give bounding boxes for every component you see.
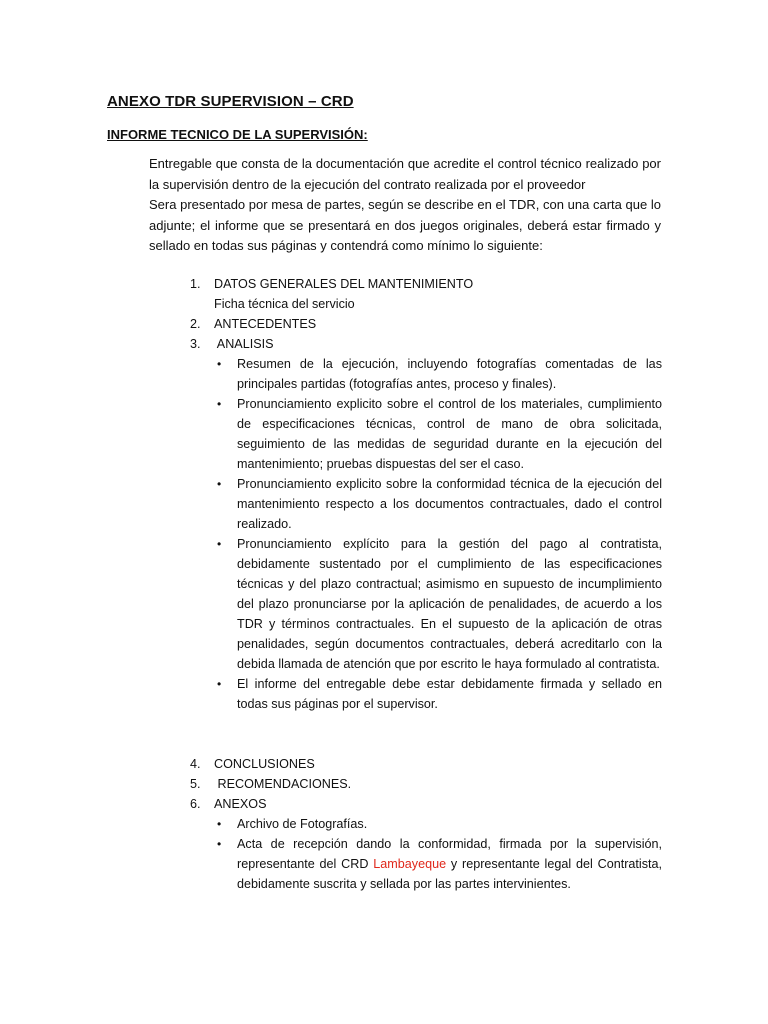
bullet-text: Archivo de Fotografías. [237,817,368,831]
bullet-icon: • [217,677,222,691]
bullet-icon: • [217,477,222,491]
intro-paragraph-2: Sera presentado por mesa de partes, según se describe en el TDR, con una carta que lo adjunte; el informe que se presentará en dos juegos originales, deberá estar firmado y sellado en todas sus páginas y contendrá como mínimo lo siguiente: [149,197,661,253]
item-number: 1. [190,277,201,291]
bullet-text: Resumen de la ejecución, incluyendo fotografías comentadas de las principales partidas (fotografías antes, proceso y finales). [237,357,662,391]
bullet-item [214,814,662,834]
bullet-item [214,674,662,714]
anexos-bullets [214,814,666,894]
bullet-item [214,394,662,474]
list-item-4 [190,754,662,774]
bullet-icon: • [217,817,222,831]
requirements-list [190,274,662,714]
item-label: ANALISIS [214,337,274,351]
item-number: 3. [190,337,201,351]
bullet-text-post: y representante legal del Contratista, debidamente suscrita y sellada por las partes intervinientes. [237,857,666,891]
item-sublabel: Ficha técnica del servicio [214,297,355,311]
section-heading: INFORME TECNICO DE LA SUPERVISIÓN: [107,127,368,142]
item-label: CONCLUSIONES [214,757,315,771]
highlighted-region-name: Lambayeque [373,857,447,871]
item-number: 4. [190,757,201,771]
document-title: ANEXO TDR SUPERVISION – CRD [107,93,354,110]
intro-text [149,154,661,257]
requirements-list-continued [190,754,666,894]
bullet-item [214,534,662,674]
item-label: RECOMENDACIONES. [214,777,352,791]
bullet-item [214,474,662,534]
bullet-text-pre: Acta de recepción dando la conformidad, firmada por la supervisión, representante del CRD [237,837,666,871]
list-item-2 [190,314,662,334]
intro-paragraph-1: Entregable que consta de la documentación que acredite el control técnico realizado por la supervisión dentro de la ejecución del contrato realizada por el proveedor [149,156,661,192]
list-item-5 [190,774,662,794]
list-item-1 [190,274,662,314]
bullet-icon: • [217,357,222,371]
bullet-item [214,834,666,894]
item-label: DATOS GENERALES DEL MANTENIMIENTO [214,277,474,291]
analisis-bullets [214,354,662,714]
bullet-icon: • [217,397,222,411]
item-label: ANEXOS [214,797,267,811]
item-number: 6. [190,797,201,811]
list-item-6 [190,794,666,894]
list-item-3 [190,334,662,714]
bullet-icon: • [217,837,222,851]
bullet-text: Pronunciamiento explicito sobre la conformidad técnica de la ejecución del mantenimiento respecto a los documentos contractuales, dado el control realizado. [237,477,662,531]
bullet-item [214,354,662,394]
bullet-text: Pronunciamiento explicito sobre el control de los materiales, cumplimiento de especificaciones técnicas, control de mano de obra solicitada, seguimiento de las medidas de seguridad durante en la ejecución del mantenimiento; pruebas dispuestas del ser el caso. [237,397,662,471]
item-number: 5. [190,777,201,791]
bullet-text: Pronunciamiento explícito para la gestión del pago al contratista, debidamente sustentado por el cumplimiento de las especificaciones técnicas y del plazo contractual; asimismo en supuesto de incumplimiento del plazo pronunciarse por la aplicación de penalidades, de acuerdo a los TDR y términos contractuales. En el supuesto de la aplicación de otras penalidades, según documentos contractuales, deberá acreditarlo con la debida llamada de atención que por escrito le haya formulado al contratista. [237,537,662,671]
item-number: 2. [190,317,201,331]
bullet-text: El informe del entregable debe estar debidamente firmada y sellado en todas sus páginas por el supervisor. [237,677,662,711]
item-label: ANTECEDENTES [214,317,317,331]
bullet-icon: • [217,537,222,551]
